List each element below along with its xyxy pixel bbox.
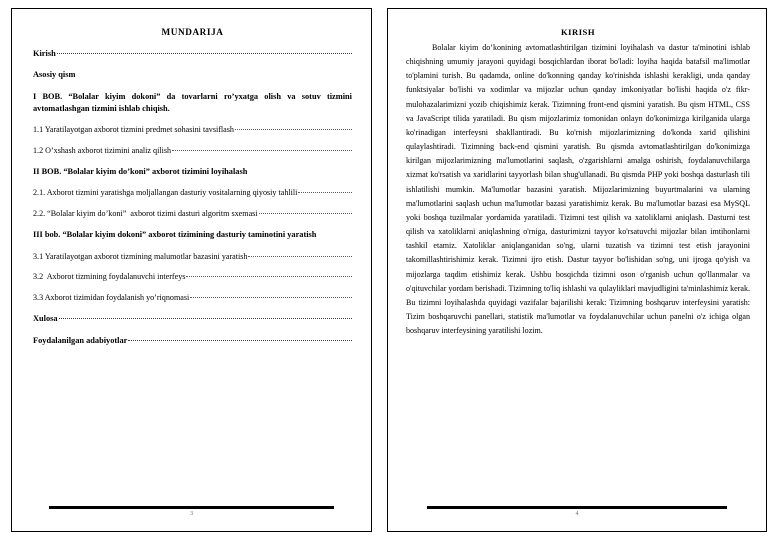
toc-entry-list: [33, 48, 352, 347]
toc-entry-label: Foydalanilgan adabiyotlar: [33, 335, 128, 345]
toc-entry-row: [33, 187, 352, 198]
toc-entry-row: [33, 292, 352, 303]
toc-entry-row: [33, 145, 352, 156]
toc-leader-dots: [59, 318, 352, 319]
toc-entry-row: [33, 271, 352, 282]
toc-entry[interactable]: [33, 251, 352, 262]
toc-entry-label: I BOB. “Bolalar kiyim dokoni” da tovarlarni ro’yxatga olish va sotuv tizmini avtomatlashgan tizmini ishlab chiqish.: [33, 91, 352, 113]
toc-leader-dots: [259, 213, 352, 214]
toc-entry[interactable]: [33, 335, 352, 347]
footer-rule: [427, 506, 727, 509]
toc-entry[interactable]: [33, 229, 352, 241]
page-right-footer: [388, 506, 766, 517]
footer-rule: [49, 506, 334, 509]
toc-entry-label: 3.1 Yaratilayotgan axborot tizmining malumotlar bazasini yaratish: [33, 251, 248, 261]
table-of-contents: [12, 9, 371, 347]
toc-entry-row: [33, 208, 352, 219]
toc-entry[interactable]: [33, 208, 352, 219]
toc-leader-dots: [235, 129, 352, 130]
toc-entry[interactable]: [33, 313, 352, 325]
toc-entry-label: Asosiy qism: [33, 70, 76, 80]
toc-leader-dots: [248, 256, 352, 257]
page-number: 3: [189, 509, 194, 517]
toc-entry-row: [33, 48, 352, 60]
toc-entry-label: 2.1. Axborot tizmini yaratishga moljallangan dasturiy vositalarning qiyosiy tahlili: [33, 188, 298, 198]
toc-entry-label: 3.2 Axborot tizmining foydalanuvchi interfeys: [33, 272, 186, 282]
toc-heading: MUNDARIJA: [161, 27, 224, 37]
toc-entry-row: [33, 124, 352, 135]
page-number: 4: [575, 509, 579, 517]
toc-entry[interactable]: [33, 166, 352, 178]
toc-entry-label: II BOB. “Bolalar kiyim do’koni” axborot tizimini loyihalash: [33, 166, 248, 176]
toc-entry[interactable]: [33, 69, 352, 81]
toc-entry-label: Kirish: [33, 49, 56, 58]
page-left-body: [12, 9, 371, 531]
toc-entry[interactable]: [33, 187, 352, 198]
toc-entry-label: 2.2. “Bolalar kiyim do’koni” axborot tizimi dasturi algoritm sxemasi: [33, 209, 258, 219]
toc-entry[interactable]: [33, 292, 352, 303]
toc-entry[interactable]: [33, 145, 352, 156]
toc-entry[interactable]: [33, 48, 352, 60]
toc-leader-dots: [186, 276, 352, 277]
toc-entry-label: 1.2 O’xshash axborot tizimini analiz qilish: [33, 145, 172, 155]
page-right-body: [388, 9, 766, 531]
toc-entry-label: 1.1 Yaratilayotgan axborot tizmini predmet sohasini tavsiflash: [33, 124, 234, 134]
toc-leader-dots: [172, 150, 352, 151]
toc-leader-dots: [128, 340, 352, 341]
toc-entry-label: 3.3 Axborot tizimidan foydalanish yo’riqnomasi: [33, 293, 190, 303]
toc-entry-row: [33, 251, 352, 262]
toc-entry-label: III bob. “Bolalar kiyim dokoni” axborot tizimining dasturiy taminotini yaratish: [33, 230, 317, 240]
toc-entry-row: [33, 313, 352, 325]
introduction-paragraph: Bolalar kiyim do’konining avtomatlashtirilgan tizimini loyihalash va dastur ta'minotini ishlab chiqishning umumiy jarayoni quyidagi bosqichlardan iborat bo'ladi: loyiha haqida batafsil ma'limotlar to'plamini turish. Bu qadamda, online do'konning qanday ko'rinishda ishlashi kerakligi, unda qanday funktsiyalar bo'lishi va xodimlar va mijozlar uchun qanday imkoniyatlar bo'lishi haqida o'z fikr-mulohazalarimizni yozib chiqishimiz kerak. Tizimning front-end qismini yaratish. Bu qism HTML, CSS va JavaScript tilida yaratiladi. Bu qism mijozlarimiz tomonidan onlayn do'konimizga kirilganida ularga ko'rinadigan interfeysni shakllantiradi. Bu ko'rnish mijozlarimizning do'konda xarid qilishini qulaylashtiradi. Tizimning back-end qismini yaratish. Bu qismda avtomatlashtirilgan do'konimizga kirilgan mijozlarimizning ma'lumotlarini saqlash, o'zgarishlarni amalga oshirish, foydalanuvchilarga xizmat ko'rsatish va xaridlarini tayyorlash bilan shug'ullanadi. Bu qismda PHP yoki boshqa dasturlash tili ishlatilishi mumkin. Ma'lumotlar bazasini yaratish. Mijozlarimizning buyurtmalarini va ularning ma'lumotlarini saqlash uchun ma'lumotlar bazasi yaratishimiz kerak. Bu ma'lumotlar bazasi esa MySQL yoki boshqa tuzilmalar yordamida yaratiladi. Tizimni test qilish va xatoliklarni aniqlash. Dasturni test qilish va xatoliklarni aniqlashning o'rniga, dasturimizni tayyor ko'rsatuvchi mijozlar bilan imtihonlarni tashkil etamiz. Xatoliklar aniqlanganidan so'ng, ularni tuzatish va tizimni test etish jarayonini takomillashtirishimiz kerak. Tizimni ijro etish. Dastur tayyor bo'lishidan so'ng, uni ijroga qo'yish va mijozlarga taqdim etishimiz kerak. Ushbu bosqichda tizimni oson o'rganish uchun qo'llanmalar va o'qituvchilar yordam berishadi. Tizimning to'liq ishlashi va qulayliklari mavjudligini ta'minlashimiz kerak. Bu tizimni loyihalashda quyidagi vazifalar bajarilishi kerak: Tizimning boshqaruv interfeysini yaratish: Tizim boshqaruvchi panellari, statistik ma'lumotlar va foydalanuvchilar uchun panelni o'z ichiga olgan boshqaruv interfeysining yaratilishi lozim.: [406, 43, 750, 336]
toc-entry[interactable]: [33, 124, 352, 135]
toc-entry[interactable]: [33, 91, 352, 115]
toc-leader-dots: [298, 192, 352, 193]
toc-entry-label: Xulosa: [33, 314, 58, 324]
toc-leader-dots: [190, 297, 352, 298]
toc-leader-dots: [57, 53, 352, 54]
page-left-footer: [12, 506, 371, 517]
introduction-section: [388, 9, 766, 338]
page-left: [11, 8, 372, 532]
toc-entry-row: [33, 335, 352, 347]
toc-entry[interactable]: [33, 271, 352, 282]
page-right: [387, 8, 767, 532]
section-heading: KIRISH: [560, 27, 596, 37]
